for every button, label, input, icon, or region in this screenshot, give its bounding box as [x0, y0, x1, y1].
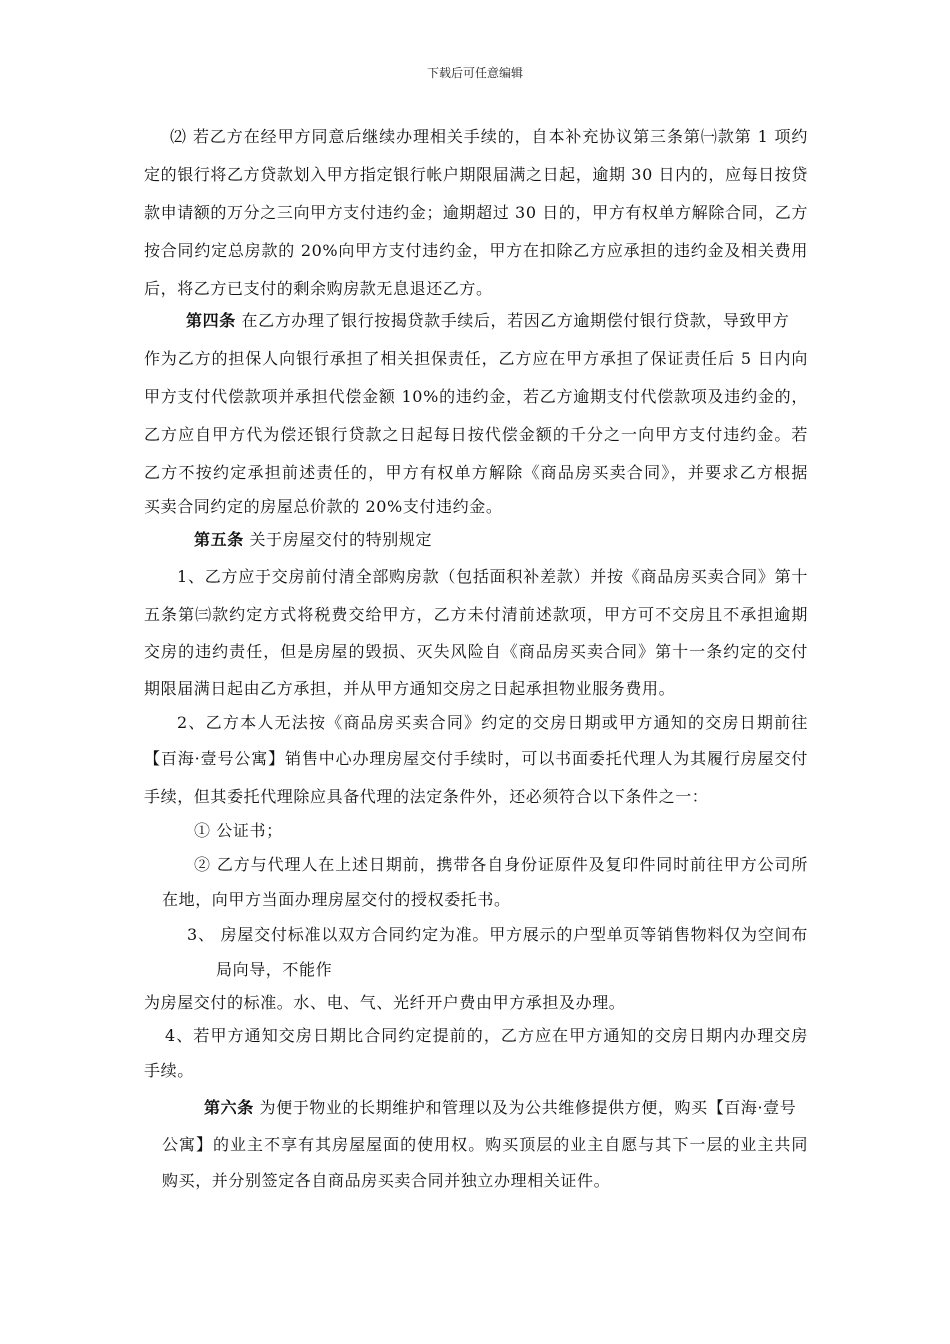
text-line: 2、乙方本人无法按《商品房买卖合同》约定的交房日期或甲方通知的交房日期前往	[177, 713, 808, 732]
text-line: 4、若甲方通知交房日期比合同约定提前的，乙方应在甲方通知的交房日期内办理交房	[165, 1026, 808, 1045]
article-5-title: 关于房屋交付的特别规定	[243, 530, 433, 549]
text-line: 五条第㈢款约定方式将税费交给甲方，乙方未付清前述款项，甲方可不交房且不承担逾期	[144, 605, 808, 624]
text-line: 购买，并分别签定各自商品房买卖合同并独立办理相关证件。	[162, 1171, 611, 1190]
article-6-label: 第六条	[204, 1098, 254, 1117]
condition-2-line: ② 乙方与代理人在上述日期前，携带各自身份证原件及复印件同时前往甲方公司所	[194, 855, 808, 874]
condition-1: ① 公证书；	[194, 821, 283, 840]
text-line: 手续，但其委托代理除应具备代理的法定条件外，还必须符合以下条件之一：	[144, 787, 709, 806]
text-line: 交房的违约责任，但是房屋的毁损、灭失风险自《商品房买卖合同》第十一条约定的交付	[144, 642, 808, 661]
text-line: 手续。	[144, 1061, 194, 1080]
text-line: 款申请额的万分之三向甲方支付违约金；逾期超过 30 日的，甲方有权单方解除合同，乙方	[144, 203, 808, 222]
text-line: 甲方支付代偿款项并承担代偿金额 10%的违约金，若乙方逾期支付代偿款项及违约金的，	[144, 387, 808, 406]
article-4-line	[186, 311, 808, 331]
text-line: 定的银行将乙方贷款划入甲方指定银行帐户期限届满之日起，逾期 30 日内的，应每日按贷	[144, 165, 808, 184]
article-5-label: 第五条	[194, 530, 244, 549]
text-line: 3、 房屋交付标准以双方合同约定为准。甲方展示的户型单页等销售物料仅为空间布	[187, 925, 808, 944]
text-line: ⑵ 若乙方在经甲方同意后继续办理相关手续的，自本补充协议第三条第㈠款第 1 项约	[170, 127, 808, 146]
text-line: 为房屋交付的标准。水、电、气、光纤开户费由甲方承担及办理。	[144, 993, 626, 1012]
text-line: 按合同约定总房款的 20%向甲方支付违约金，甲方在扣除乙方应承担的违约金及相关费用	[144, 241, 808, 260]
page-header: 下载后可任意编辑	[426, 66, 523, 80]
condition-2-line: 在地，向甲方当面办理房屋交付的授权委托书。	[162, 890, 511, 909]
text-segment: 为便于物业的长期维护和管理以及为公共维修提供方便，购买【百海·壹号	[253, 1098, 797, 1117]
text-line: 作为乙方的担保人向银行承担了相关担保责任，乙方应在甲方承担了保证责任后 5 日内向	[144, 349, 808, 368]
text-line: 【百海·壹号公寓】销售中心办理房屋交付手续时，可以书面委托代理人为其履行房屋交付	[144, 749, 808, 768]
text-line: 乙方不按约定承担前述责任的，甲方有权单方解除《商品房买卖合同》，并要求乙方根据	[144, 463, 808, 482]
article-5-heading	[194, 530, 432, 550]
text-line: 公寓】的业主不享有其房屋屋面的使用权。购买顶层的业主自愿与其下一层的业主共同	[162, 1135, 808, 1154]
text-line: 1、乙方应于交房前付清全部购房款（包括面积补差款）并按《商品房买卖合同》第十	[177, 567, 808, 586]
text-segment: 在乙方办理了银行按揭贷款手续后，若因乙方逾期偿付银行贷款，导致甲方	[235, 311, 790, 330]
text-line: 局向导，不能作	[216, 960, 333, 979]
article-4-label: 第四条	[186, 311, 236, 330]
text-line: 乙方应自甲方代为偿还银行贷款之日起每日按代偿金额的千分之一向甲方支付违约金。若	[144, 425, 808, 444]
text-line: 后，将乙方已支付的剩余购房款无息退还乙方。	[144, 279, 493, 298]
text-line: 买卖合同约定的房屋总价款的 20%支付违约金。	[144, 497, 503, 516]
text-line: 期限届满日起由乙方承担，并从甲方通知交房之日起承担物业服务费用。	[144, 679, 676, 698]
article-6-line	[204, 1098, 808, 1118]
